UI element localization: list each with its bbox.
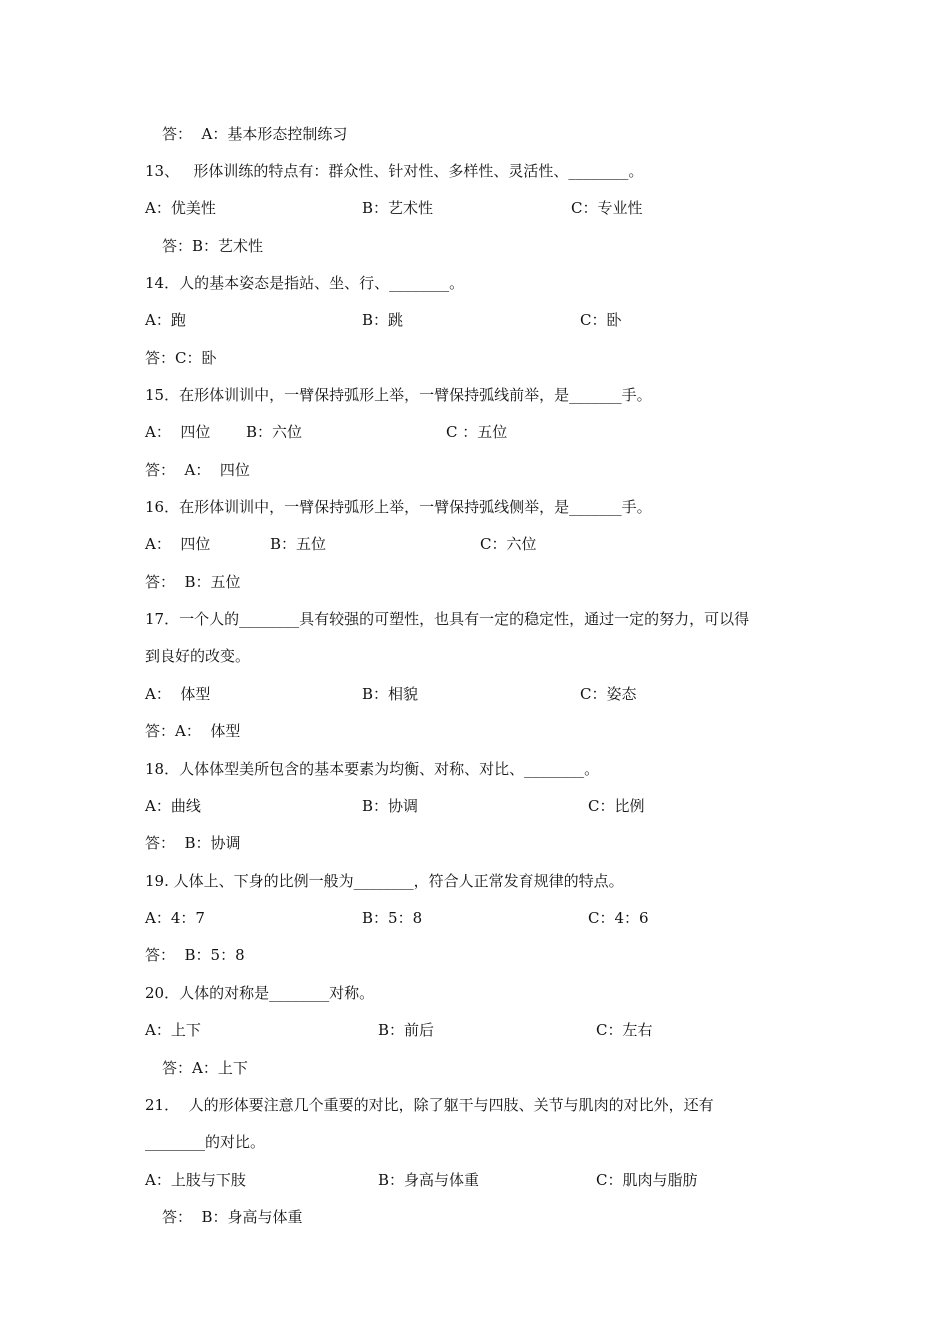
answer-line: 答：A： 体型 [145,722,241,740]
question-line: 14．人的基本姿态是指站、坐、行、________。 [145,274,465,292]
answer-line: 答： B：五位 [145,573,241,591]
option-c: C：专业性 [571,199,643,217]
option-b: B：5：8 [362,909,423,927]
option-a: A：4：7 [145,909,205,927]
answer-line: 答：A：上下 [162,1059,248,1077]
option-c: C：六位 [480,535,537,553]
option-c: C：比例 [588,797,645,815]
question-line: 18．人体体型美所包含的基本要素为均衡、对称、对比、________。 [145,760,600,778]
option-b: B：前后 [378,1021,435,1039]
option-a: A： 体型 [145,685,211,703]
option-c: C：左右 [596,1021,653,1039]
option-a: A：上下 [145,1021,201,1039]
question-line: 17．一个人的________具有较强的可塑性，也具有一定的稳定性，通过一定的努力，可以得 [145,610,750,628]
option-a: A：上肢与下肢 [145,1171,246,1189]
option-c: C：姿态 [580,685,637,703]
option-b: B：五位 [270,535,327,553]
answer-line: 答： A： 四位 [145,461,250,479]
option-a: A： 四位 [145,535,211,553]
option-b: B：艺术性 [362,199,434,217]
option-b: B：相貌 [362,685,419,703]
question-line-continued: 到良好的改变。 [145,647,251,665]
answer-line: 答： B：5：8 [145,946,245,964]
question-line: 20．人体的对称是________对称。 [145,984,375,1002]
answer-line: 答： B：协调 [145,834,241,852]
question-line: 19. 人体上、下身的比例一般为________，符合人正常发育规律的特点。 [145,872,624,890]
option-b: B：跳 [362,311,404,329]
option-b: B：协调 [362,797,419,815]
answer-line: 答：B：艺术性 [162,237,264,255]
option-a: A：优美性 [145,199,216,217]
option-c: C：肌肉与脂肪 [596,1171,698,1189]
option-b: B：六位 [246,423,303,441]
option-c: C ：五位 [446,423,508,441]
question-line: 21． 人的形体要注意几个重要的对比，除了躯干与四肢、关节与肌肉的对比外，还有 [145,1096,714,1114]
option-b: B：身高与体重 [378,1171,480,1189]
question-line: 13、 形体训练的特点有：群众性、针对性、多样性、灵活性、________。 [145,162,644,180]
option-a: A：跑 [145,311,186,329]
question-line-continued: ________的对比。 [145,1133,266,1151]
question-line: 15．在形体训训中，一臂保持弧形上举，一臂保持弧线前举，是_______手。 [145,386,652,404]
question-line: 16．在形体训训中，一臂保持弧形上举，一臂保持弧线侧举，是_______手。 [145,498,652,516]
option-a: A： 四位 [145,423,211,441]
option-a: A：曲线 [145,797,201,815]
option-c: C：卧 [580,311,622,329]
answer-line: 答： B：身高与体重 [162,1208,303,1226]
option-c: C：4：6 [588,909,649,927]
answer-line: 答： A：基本形态控制练习 [162,125,348,143]
answer-line: 答：C：卧 [145,349,217,367]
